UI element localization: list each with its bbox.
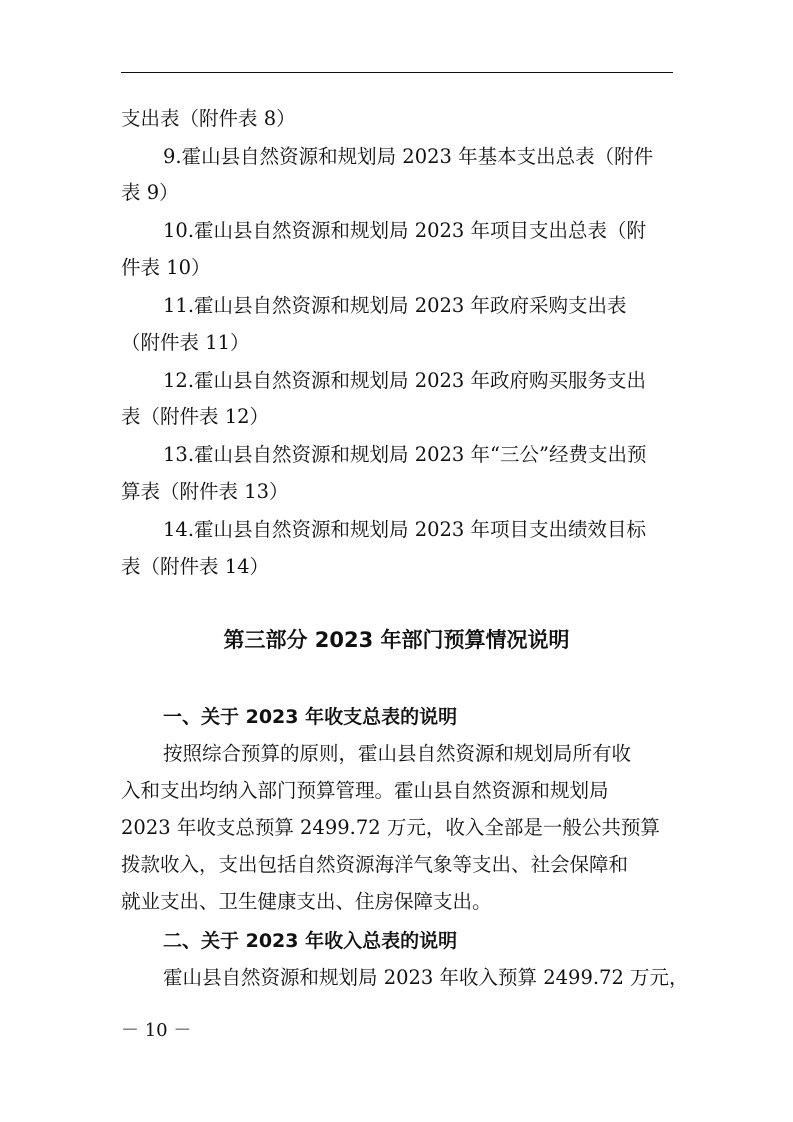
section-title: 第三部分 2023 年部门预算情况说明 <box>223 628 570 652</box>
list-line: 支出表（附件表 8） <box>121 107 296 130</box>
list-line: 9.霍山县自然资源和规划局 2023 年基本支出总表（附件 <box>163 145 654 168</box>
header-rule <box>121 72 673 73</box>
list-line: 10.霍山县自然资源和规划局 2023 年项目支出总表（附 <box>163 219 647 242</box>
list-line: 表（附件表 14） <box>121 555 270 578</box>
paragraph-line: 拨款收入，支出包括自然资源海洋气象等支出、社会保障和 <box>121 853 629 876</box>
list-line: 14.霍山县自然资源和规划局 2023 年项目支出绩效目标 <box>163 518 647 541</box>
paragraph-line: 入和支出均纳入部门预算管理。霍山县自然资源和规划局 <box>121 779 609 802</box>
list-line: 13.霍山县自然资源和规划局 2023 年“三公”经费支出预 <box>163 443 647 466</box>
paragraph-line: 霍山县自然资源和规划局 2023 年收入预算 2499.72 万元， <box>163 966 689 989</box>
list-line: 算表（附件表 13） <box>121 480 289 503</box>
paragraph-line: 2023 年收支总预算 2499.72 万元，收入全部是一般公共预算 <box>121 816 660 839</box>
section1-heading: 一、关于 2023 年收支总表的说明 <box>163 706 458 728</box>
paragraph-line: 就业支出、卫生健康支出、住房保障支出。 <box>121 890 492 913</box>
list-line: （附件表 11） <box>121 331 250 354</box>
list-line: 12.霍山县自然资源和规划局 2023 年政府购买服务支出 <box>163 369 647 392</box>
page-number: － 10 － <box>121 1020 192 1041</box>
section2-heading: 二、关于 2023 年收入总表的说明 <box>163 930 458 952</box>
list-line: 11.霍山县自然资源和规划局 2023 年政府采购支出表 <box>163 294 627 317</box>
list-line: 表（附件表 12） <box>121 405 270 428</box>
list-line: 件表 10） <box>121 256 211 279</box>
list-line: 表 9） <box>121 181 179 204</box>
paragraph-line: 按照综合预算的原则，霍山县自然资源和规划局所有收 <box>163 742 632 765</box>
